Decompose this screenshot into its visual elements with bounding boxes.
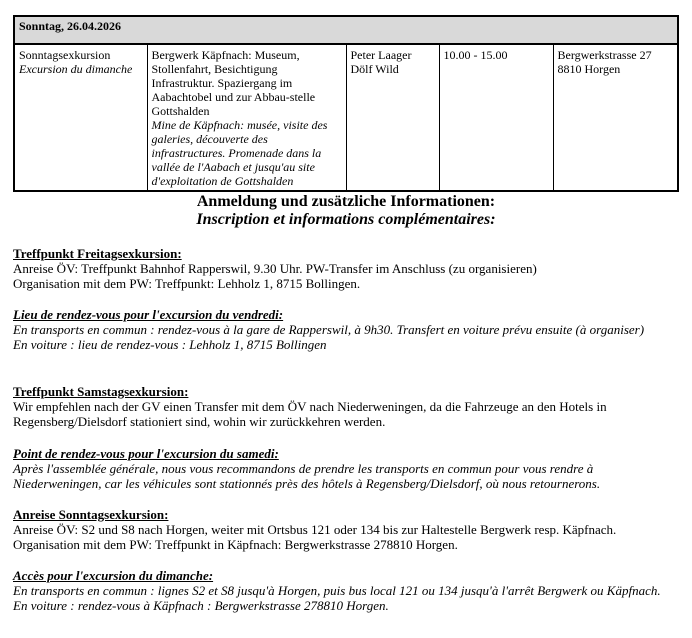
event-cell xyxy=(14,44,147,191)
leader-name: Peter Laager xyxy=(350,48,412,62)
leader-name: Dölf Wild xyxy=(350,62,399,76)
section-heading xyxy=(0,193,692,229)
section-line: Anreise ÖV: S2 und S8 nach Horgen, weiter mit Ortsbus 121 oder 134 bis zur Haltestelle Bergwerk resp. Käpfnach. xyxy=(13,522,617,537)
address-street: Bergwerkstrasse 27 xyxy=(557,48,652,62)
heading-de: Anmeldung und zusätzliche Informationen: xyxy=(196,193,496,210)
section-line: En transports en commun : rendez-vous à la gare de Rapperswil, à 9h30. Transfert en voiture prévu ensuite (à organiser) xyxy=(13,322,645,337)
section-line: Organisation mit dem PW: Treffpunkt in Käpfnach: Bergwerkstrasse 278810 Horgen. xyxy=(13,537,458,552)
section-line: Wir empfehlen nach der GV einen Transfer mit dem ÖV nach Niederweningen, da die Fahrzeuge an den Hotels in Regensberg/Dielsdorf stationiert sind, wohin wir zurückkehren werden. xyxy=(13,399,607,429)
section-friday-de xyxy=(13,246,683,291)
section-sunday-de xyxy=(13,507,683,552)
section-line: En voiture : rendez-vous à Käpfnach : Bergwerkstrasse 278810 Horgen. xyxy=(13,598,389,613)
section-title: Lieu de rendez-vous pour l'excursion du vendredi: xyxy=(13,307,284,322)
section-title: Treffpunkt Samstagsexkursion: xyxy=(13,384,189,399)
section-sunday-fr xyxy=(13,568,683,613)
schedule-table xyxy=(13,15,679,192)
description-de: Bergwerk Käpfnach: Museum, Stollenfahrt, Besichtigung Infrastruktur. Spaziergang im Aabachtobel und zur Abbau-stelle Gottshalden xyxy=(151,48,316,118)
event-name-fr: Excursion du dimanche xyxy=(19,62,133,76)
section-line: Anreise ÖV: Treffpunkt Bahnhof Rapperswil, 9.30 Uhr. PW-Transfer im Anschluss (zu organisieren) xyxy=(13,261,537,276)
event-name-de: Sonntagsexkursion xyxy=(19,48,111,62)
section-title: Point de rendez-vous pour l'excursion du samedi: xyxy=(13,446,279,461)
day-header: Sonntag, 26.04.2026 xyxy=(14,16,678,44)
description-cell xyxy=(147,44,346,191)
section-line: En transports en commun : lignes S2 et S8 jusqu'à Horgen, puis bus local 121 ou 134 jusqu'à l'arrêt Bergwerk ou Käpfnach. xyxy=(13,583,661,598)
section-title: Treffpunkt Freitagsexkursion: xyxy=(13,246,182,261)
heading-fr: Inscription et informations complémentaires: xyxy=(196,211,496,228)
table-row xyxy=(14,44,678,191)
section-title: Anreise Sonntagsexkursion: xyxy=(13,507,169,522)
day-header-row xyxy=(14,16,678,44)
section-saturday-fr xyxy=(13,446,683,491)
address-cell xyxy=(553,44,678,191)
description-fr: Mine de Käpfnach: musée, visite des galeries, découverte des infrastructures. Promenade dans la vallée de l'Aabach et jusqu'au site d'exploitation de Gottshalden xyxy=(151,118,328,188)
section-line: Après l'assemblée générale, nous vous recommandons de prendre les transports en commun pour vous rendre à Niederweningen, car les véhicules sont stationnés près des hôtels à Regensberg/Dielsdorf, où nous retournerons. xyxy=(13,461,601,491)
time-cell xyxy=(439,44,553,191)
section-line: En voiture : lieu de rendez-vous : Lehholz 1, 8715 Bollingen xyxy=(13,337,327,352)
section-saturday-de xyxy=(13,384,683,429)
section-title: Accès pour l'excursion du dimanche: xyxy=(13,568,214,583)
address-city: 8810 Horgen xyxy=(557,62,621,76)
leaders-cell xyxy=(346,44,439,191)
section-line: Organisation mit dem PW: Treffpunkt: Lehholz 1, 8715 Bollingen. xyxy=(13,276,361,291)
section-friday-fr xyxy=(13,307,683,352)
time-range: 10.00 - 15.00 xyxy=(443,48,508,62)
